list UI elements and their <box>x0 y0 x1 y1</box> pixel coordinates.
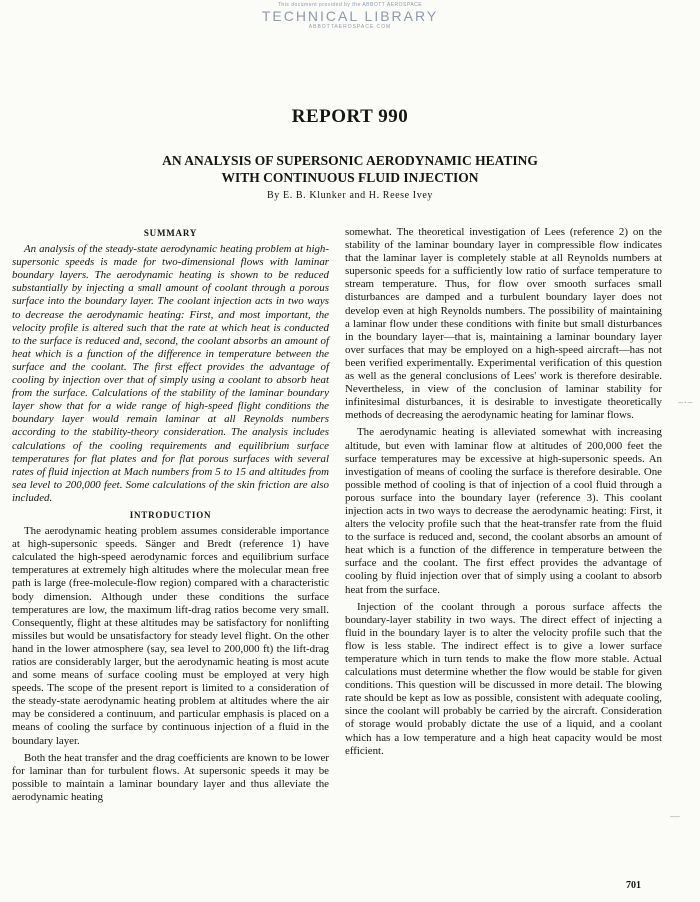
right-paragraph-2: The aerodynamic heating is alleviated somewhat with increasing altitude, but even with laminar flow at altitudes of 200,000 feet the surface temperatures may be excessive at high-supersonic speeds. An investigation of means of cooling the surface is therefore desirable. One possible method of cooling is that of injection of a cool fluid through a porous surface into the boundary layer (reference 3). This coolant injection acts in two ways to decrease the aerodynamic heating: First, it alters the velocity profile such that the heat-transfer rate from the fluid to the surface is reduced and, second, the coolant absorbs an amount of heat which is a function of the difference in temperature between the surface and the coolant. The first effect provides the advantage of cooling by fluid injection over that of simply using a coolant to absorb heat from the surface. <box>345 426 662 596</box>
introduction-paragraph-2: Both the heat transfer and the drag coefficients are known to be lower for laminar than for turbulent flows. At supersonic speeds it may be possible to maintain a laminar boundary layer and thus alleviate the aerodynamic heating <box>12 751 329 803</box>
summary-heading: SUMMARY <box>143 228 198 238</box>
introduction-heading: INTRODUCTION <box>129 509 212 520</box>
title-line-2: WITH CONTINUOUS FLUID INJECTION <box>221 170 479 185</box>
author-line: By E. B. Klunker and H. Reese Ivey <box>267 190 433 201</box>
left-column <box>12 226 329 804</box>
margin-mark: –·– <box>678 398 693 407</box>
page-number: 701 <box>626 880 641 891</box>
right-paragraph-1: somewhat. The theoretical investigation of Lees (reference 2) on the stability of the laminar boundary layer in compressible flow indicates that the laminar layer is completely stable at all Reynolds numbers at supersonic speeds for a sufficiently low ratio of surface temperature to stream temperature. Thus, for flow over smooth surfaces small disturbances are damped and a turbulent boundary layer does not develop even at high Reynolds numbers. The possibility of maintaining a laminar flow under these conditions with finite but small disturbances in the boundary layer—that is, maintaining a laminar boundary layer over surfaces that may be employed on a high-speed aircraft—has not been verified experimentally. Experimental verification of this question as well as the general conclusions of Lees' work is therefore desirable. Nevertheless, in view of the conclusion of laminar stability for infinitesimal disturbances, it is desirable to investigate theoretically methods of decreasing the aerodynamic heating for laminar flows. <box>345 226 662 422</box>
right-column <box>345 226 662 758</box>
report-title <box>60 152 640 186</box>
report-number: REPORT 990 <box>291 106 409 127</box>
banner-library-name: TECHNICAL LIBRARY <box>261 8 439 24</box>
right-paragraph-3: Injection of the coolant through a porous surface affects the boundary-layer stability in two ways. The direct effect of injecting a fluid in the boundary layer is to alter the velocity profile such that the flow is less stable. The indirect effect is to give a lower surface temperature which in turn tends to make the flow more stable. Actual calculations must determine whether the flow would be stable for given conditions. This question will be discussed in more detail. The blowing rate should be kept as low as possible, consistent with adequate cooling, since the coolant will probably be carried by the aircraft. Consideration of storage would probably dictate the use of a liquid, and a coolant which has a low temperature and a high heat capacity would be most efficient. <box>345 600 662 757</box>
title-line-1: AN ANALYSIS OF SUPERSONIC AERODYNAMIC HEATING <box>162 153 538 168</box>
margin-mark: —— <box>670 812 680 821</box>
summary-paragraph: An analysis of the steady-state aerodynamic heating problem at high-supersonic speeds is made for two-dimensional flows with laminar boundary layers. The aerodynamic heating is shown to be reduced substantially by injecting a small amount of coolant through a porous surface into the boundary layer. The coolant injection acts in two ways to decrease the aerodynamic heating: First, and most important, the velocity profile is altered such that the rate at which heat is conducted to the surface is reduced and, second, the coolant absorbs an amount of heat which is a function of the difference in temperature between the surface and the coolant. The first effect provides the advantage of cooling by injection over that of simply using a coolant to absorb heat from the surface. Calculations of the stability of the laminar boundary layer show that for a wide range of high-speed flight conditions the boundary layer would remain laminar at all Reynolds numbers according to the stability-theory consideration. The analysis includes calculations of the cooling requirements and equilibrium surface temperatures for flat plates and for flat porous surfaces with several rates of fluid injection at Mach numbers from 5 to 15 and altitudes from sea level to 200,000 feet. Some calculations of the skin friction are also included. <box>12 243 329 504</box>
banner-provider-line: This document provided by the ABBOTT AEROSPACE <box>277 2 423 8</box>
introduction-paragraph-1: The aerodynamic heating problem assumes considerable importance at high-supersonic speeds. Sänger and Bredt (reference 1) have calculated the high-speed aerodynamic forces and equilibrium surface temperatures at extremely high altitudes where the molecular mean free path is large (free-molecule-flow region) compared with a characteristic body dimension. Although under these conditions the surface temperatures are low, the maximum lift-drag ratios become very small. Consequently, flight at these altitudes may be satisfactory for nonlifting missiles but would be unsatisfactory for steady level flight. On the other hand in the lower atmosphere (say, sea level to 200,000 ft) the lift-drag ratios are considerably larger, but the aerodynamic heating is most acute and some means of surface cooling must be employed at very high speeds. The scope of the present report is limited to a consideration of the steady-state aerodynamic heating problem at altitudes where the air may be considered a continuum, and particular emphasis is placed on a means of cooling the surface by continuous injection of a fluid in the boundary layer. <box>12 525 329 747</box>
banner-website: ABBOTTAEROSPACE.COM <box>308 24 392 30</box>
library-banner <box>0 2 700 31</box>
